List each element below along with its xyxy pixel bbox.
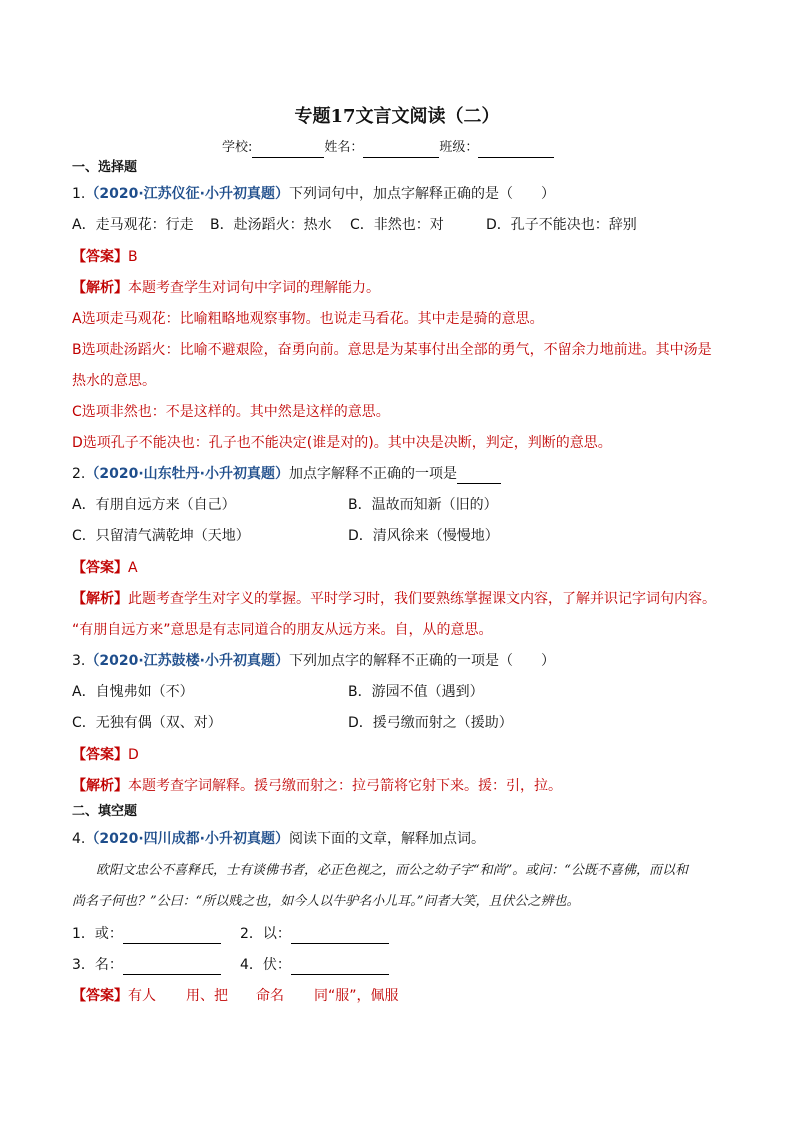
question-number: 3.	[72, 653, 86, 669]
question-number: 2.	[72, 466, 86, 482]
question-source: （2020·四川成都·小升初真题）	[85, 831, 289, 847]
q1-answer	[72, 247, 138, 267]
question-text: 加点字解释不正确的一项是	[288, 466, 457, 482]
q1-analysis-line: D选项孔子不能决也：孔子也不能决定(谁是对的)。其中决是决断，判定，判断的意思。	[72, 435, 612, 451]
q1-analysis-line: B选项赴汤蹈火：比喻不避艰险，奋勇向前。意思是为某事付出全部的勇气，不留余力地前进。其中汤是	[72, 342, 712, 358]
q3-option-a[interactable]: A．自愧弗如（不）	[72, 684, 194, 700]
blank-label: 2．以：	[240, 926, 291, 942]
student-info-line	[222, 138, 554, 158]
q1-option-d[interactable]: D．孔子不能决也：辞别	[486, 217, 637, 233]
question-number: 1.	[72, 186, 86, 202]
question-source: （2020·江苏仪征·小升初真题）	[85, 186, 289, 202]
answer-tag: 【答案】	[72, 249, 128, 265]
q1-option-a[interactable]: A．走马观花：行走	[72, 217, 194, 233]
q2-analysis	[72, 589, 716, 609]
analysis-text: 本题考查字词解释。援弓缴而射之：拉弓箭将它射下来。援：引，拉。	[128, 778, 562, 794]
section-heading-fill: 二、填空题	[72, 804, 138, 819]
answer-value: B	[128, 249, 138, 265]
analysis-tag: 【解析】	[72, 280, 128, 296]
question-1-stem	[72, 184, 555, 204]
page-title: 专题17文言文阅读（二）	[294, 106, 500, 127]
q4-blank-2	[240, 924, 389, 944]
answer-tag: 【答案】	[72, 747, 128, 763]
question-2-stem	[72, 464, 501, 484]
q4-answer	[72, 986, 399, 1006]
q1-analysis-line: A选项走马观花：比喻粗略地观察事物。也说走马看花。其中走是骑的意思。	[72, 311, 544, 327]
q3-analysis	[72, 776, 562, 796]
q2-answer	[72, 558, 138, 578]
answer-value: A	[128, 560, 138, 576]
class-field[interactable]	[478, 143, 554, 158]
question-source: （2020·江苏鼓楼·小升初真题）	[85, 653, 289, 669]
section-heading-choice: 一、选择题	[72, 160, 138, 175]
name-label: 姓名：	[324, 140, 364, 155]
q3-option-d[interactable]: D．援弓缴而射之（援助）	[348, 715, 513, 731]
name-field[interactable]	[363, 143, 439, 158]
q4-blank-4	[240, 955, 389, 975]
question-text: 下列词句中，加点字解释正确的是（ ）	[288, 186, 555, 202]
q4-blank-3	[72, 955, 221, 975]
analysis-text: 本题考查学生对词句中字词的理解能力。	[128, 280, 380, 296]
q2-option-c[interactable]: C．只留清气满乾坤（天地）	[72, 528, 250, 544]
answer-value: D	[128, 747, 139, 763]
blank-field[interactable]	[291, 929, 389, 944]
answer-value: 命名	[256, 988, 284, 1004]
passage-line: 欧阳文忠公不喜释氏，士有谈佛书者，必正色视之，而公之幼子字“和尚”。或问：“公既不喜佛，而以和	[96, 863, 688, 878]
question-3-stem	[72, 651, 555, 671]
passage-line: 尚名子何也？”公曰：“所以贱之也，如今人以牛驴名小儿耳。”问者大笑，且伏公之辨也。	[72, 894, 580, 909]
q2-analysis-line: “有朋自远方来”意思是有志同道合的朋友从远方来。自，从的意思。	[72, 622, 493, 638]
blank-label: 3．名：	[72, 957, 123, 973]
blank-label: 4．伏：	[240, 957, 291, 973]
q1-analysis-line: 热水的意思。	[72, 373, 156, 389]
q2-option-d[interactable]: D．清风徐来（慢慢地）	[348, 528, 499, 544]
question-4-stem	[72, 829, 485, 849]
q4-blank-1	[72, 924, 221, 944]
answer-value: 同“服”，佩服	[314, 988, 399, 1004]
question-source: （2020·山东牡丹·小升初真题）	[85, 466, 289, 482]
q1-analysis-line: C选项非然也：不是这样的。其中然是这样的意思。	[72, 404, 390, 420]
blank-label: 1．或：	[72, 926, 123, 942]
q2-option-a[interactable]: A．有朋自远方来（自己）	[72, 497, 236, 513]
answer-value: 用、把	[186, 988, 228, 1004]
q3-option-c[interactable]: C．无独有偶（双、对）	[72, 715, 222, 731]
school-field[interactable]	[252, 143, 324, 158]
class-label: 班级：	[439, 140, 479, 155]
blank-field[interactable]	[123, 960, 221, 975]
q3-option-b[interactable]: B．游园不值（遇到）	[348, 684, 484, 700]
q3-answer	[72, 745, 139, 765]
question-text: 阅读下面的文章，解释加点词。	[288, 831, 485, 847]
blank-field[interactable]	[123, 929, 221, 944]
q1-option-b[interactable]: B．赴汤蹈火：热水	[210, 217, 332, 233]
question-number: 4.	[72, 831, 86, 847]
answer-tag: 【答案】	[72, 560, 128, 576]
q1-analysis	[72, 278, 380, 298]
school-label: 学校:	[222, 140, 253, 155]
q1-option-c[interactable]: C．非然也：对	[350, 217, 444, 233]
analysis-tag: 【解析】	[72, 591, 128, 607]
blank-field[interactable]	[291, 960, 389, 975]
answer-blank[interactable]	[457, 469, 501, 484]
answer-value: 有人	[128, 988, 156, 1004]
analysis-text: 此题考查学生对字义的掌握。平时学习时，我们要熟练掌握课文内容，了解并识记字词句内容。	[128, 591, 716, 607]
q2-option-b[interactable]: B．温故而知新（旧的）	[348, 497, 498, 513]
answer-tag: 【答案】	[72, 988, 128, 1004]
question-text: 下列加点字的解释不正确的一项是（ ）	[288, 653, 555, 669]
analysis-tag: 【解析】	[72, 778, 128, 794]
